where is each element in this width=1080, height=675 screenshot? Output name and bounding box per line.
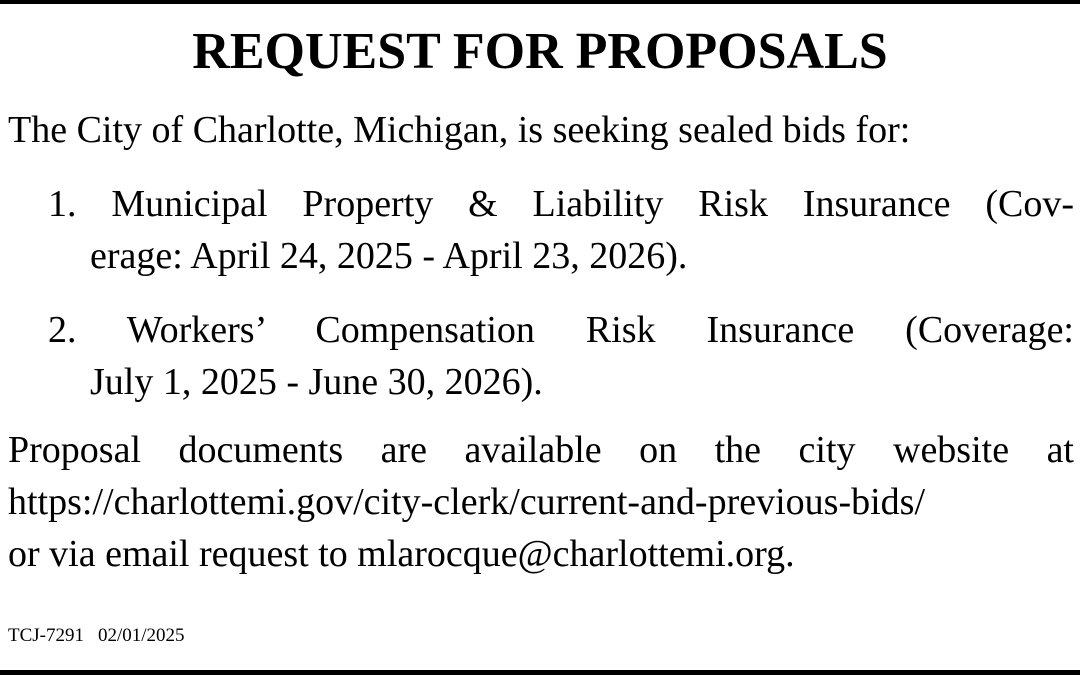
top-border-rule	[0, 0, 1080, 4]
details-line: Proposal documents are available on the city website at	[8, 429, 1074, 471]
publication-date: 02/01/2025	[98, 625, 185, 646]
list-item-number: 1.	[48, 183, 77, 225]
email-request-line: or via email request to mlarocque@charlottemi.org.	[8, 533, 795, 575]
ad-id: TCJ-7291	[8, 625, 84, 646]
footer-reference	[8, 624, 185, 648]
list-item-text: Municipal Property & Liability Risk Insurance (Cov-	[111, 183, 1074, 225]
list-item-continuation: erage: April 24, 2025 - April 23, 2026).	[90, 235, 688, 277]
bottom-border-rule	[0, 670, 1080, 675]
bids-url-link[interactable]: https://charlottemi.gov/city-clerk/current-and-previous-bids/	[8, 481, 926, 523]
list-item-number: 2.	[48, 309, 77, 351]
proposal-details	[8, 424, 1074, 580]
list-item-line	[48, 178, 1074, 230]
list-item-continuation: July 1, 2025 - June 30, 2026).	[90, 361, 543, 403]
intro-text: The City of Charlotte, Michigan, is seeking sealed bids for:	[8, 109, 911, 151]
list-item-line	[48, 304, 1074, 356]
notice-title: REQUEST FOR PROPOSALS	[192, 23, 888, 80]
list-item-property-liability	[48, 178, 1074, 282]
list-item-text: Workers’ Compensation Risk Insurance (Coverage:	[126, 309, 1074, 351]
list-item-workers-compensation	[48, 304, 1074, 408]
